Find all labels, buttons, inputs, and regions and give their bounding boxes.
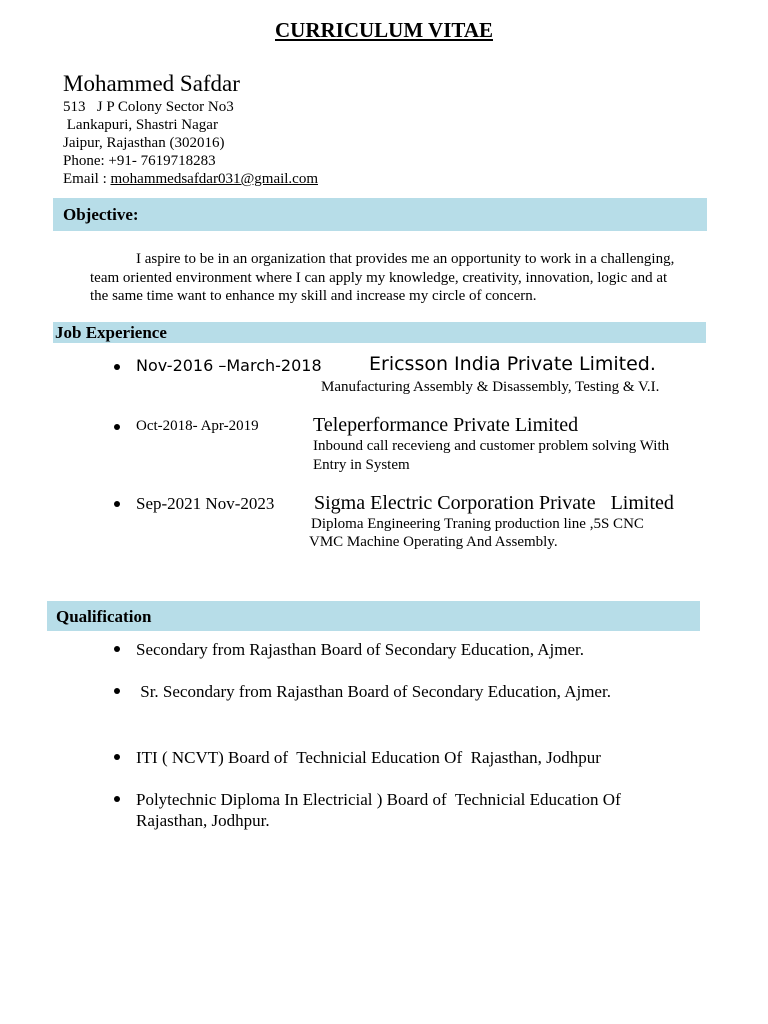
qualification-heading: Qualification (56, 607, 152, 626)
address-line-1: 513 J P Colony Sector No3 (63, 99, 234, 115)
job-dates: Sep-2021 Nov-2023 (136, 494, 275, 513)
job-company: Ericsson India Private Limited. (369, 353, 656, 375)
qualification-item: Sr. Secondary from Rajasthan Board of Secondary Education, Ajmer. (136, 682, 611, 701)
email-row (63, 170, 318, 188)
job-description: Manufacturing Assembly & Disassembly, Testing & V.I. (321, 379, 660, 395)
job-dates: Nov-2016 –March-2018 (136, 356, 322, 375)
bullet-icon (114, 646, 120, 652)
objective-text: I aspire to be in an organization that provides me an opportunity to work in a challenging, team oriented environment where I can apply my knowledge, creativity, innovation, logic and at the same time want to enhance my skill and increase my circle of concern. (90, 251, 675, 304)
experience-heading: Job Experience (55, 323, 167, 342)
job-description-line-2: VMC Machine Operating And Assembly. (309, 534, 558, 550)
bullet-icon (114, 796, 120, 802)
address-line-3: Jaipur, Rajasthan (302016) (63, 135, 225, 151)
bullet-icon (114, 364, 120, 370)
email-label: Email : (63, 171, 111, 187)
bullet-icon (114, 424, 120, 430)
email-link[interactable]: mohammedsafdar031@gmail.com (110, 171, 319, 187)
job-description-line-1: Inbound call recevieng and customer problem solving With (313, 438, 670, 454)
bullet-icon (114, 501, 120, 507)
phone-number: Phone: +91- 7619718283 (63, 153, 216, 169)
page-title: CURRICULUM VITAE (275, 18, 493, 42)
objective-heading-band (53, 198, 707, 231)
job-description-line-1: Diploma Engineering Traning production line ,5S CNC (311, 516, 644, 532)
job-description-line-2: Entry in System (313, 457, 410, 473)
objective-heading: Objective: (63, 205, 139, 224)
qualification-item: Secondary from Rajasthan Board of Secondary Education, Ajmer. (136, 640, 585, 659)
job-dates: Oct-2018- Apr-2019 (136, 418, 259, 434)
address-line-2: Lankapuri, Shastri Nagar (63, 117, 218, 133)
candidate-name: Mohammed Safdar (63, 71, 240, 96)
bullet-icon (114, 754, 120, 760)
job-company: Teleperformance Private Limited (313, 414, 579, 436)
bullet-icon (114, 688, 120, 694)
qualification-item: Polytechnic Diploma In Electricial ) Board of Technicial Education Of Rajasthan, Jodhpur. (136, 790, 625, 830)
job-company: Sigma Electric Corporation Private Limited (314, 492, 674, 514)
qualification-item: ITI ( NCVT) Board of Technicial Education Of Rajasthan, Jodhpur (136, 748, 601, 767)
